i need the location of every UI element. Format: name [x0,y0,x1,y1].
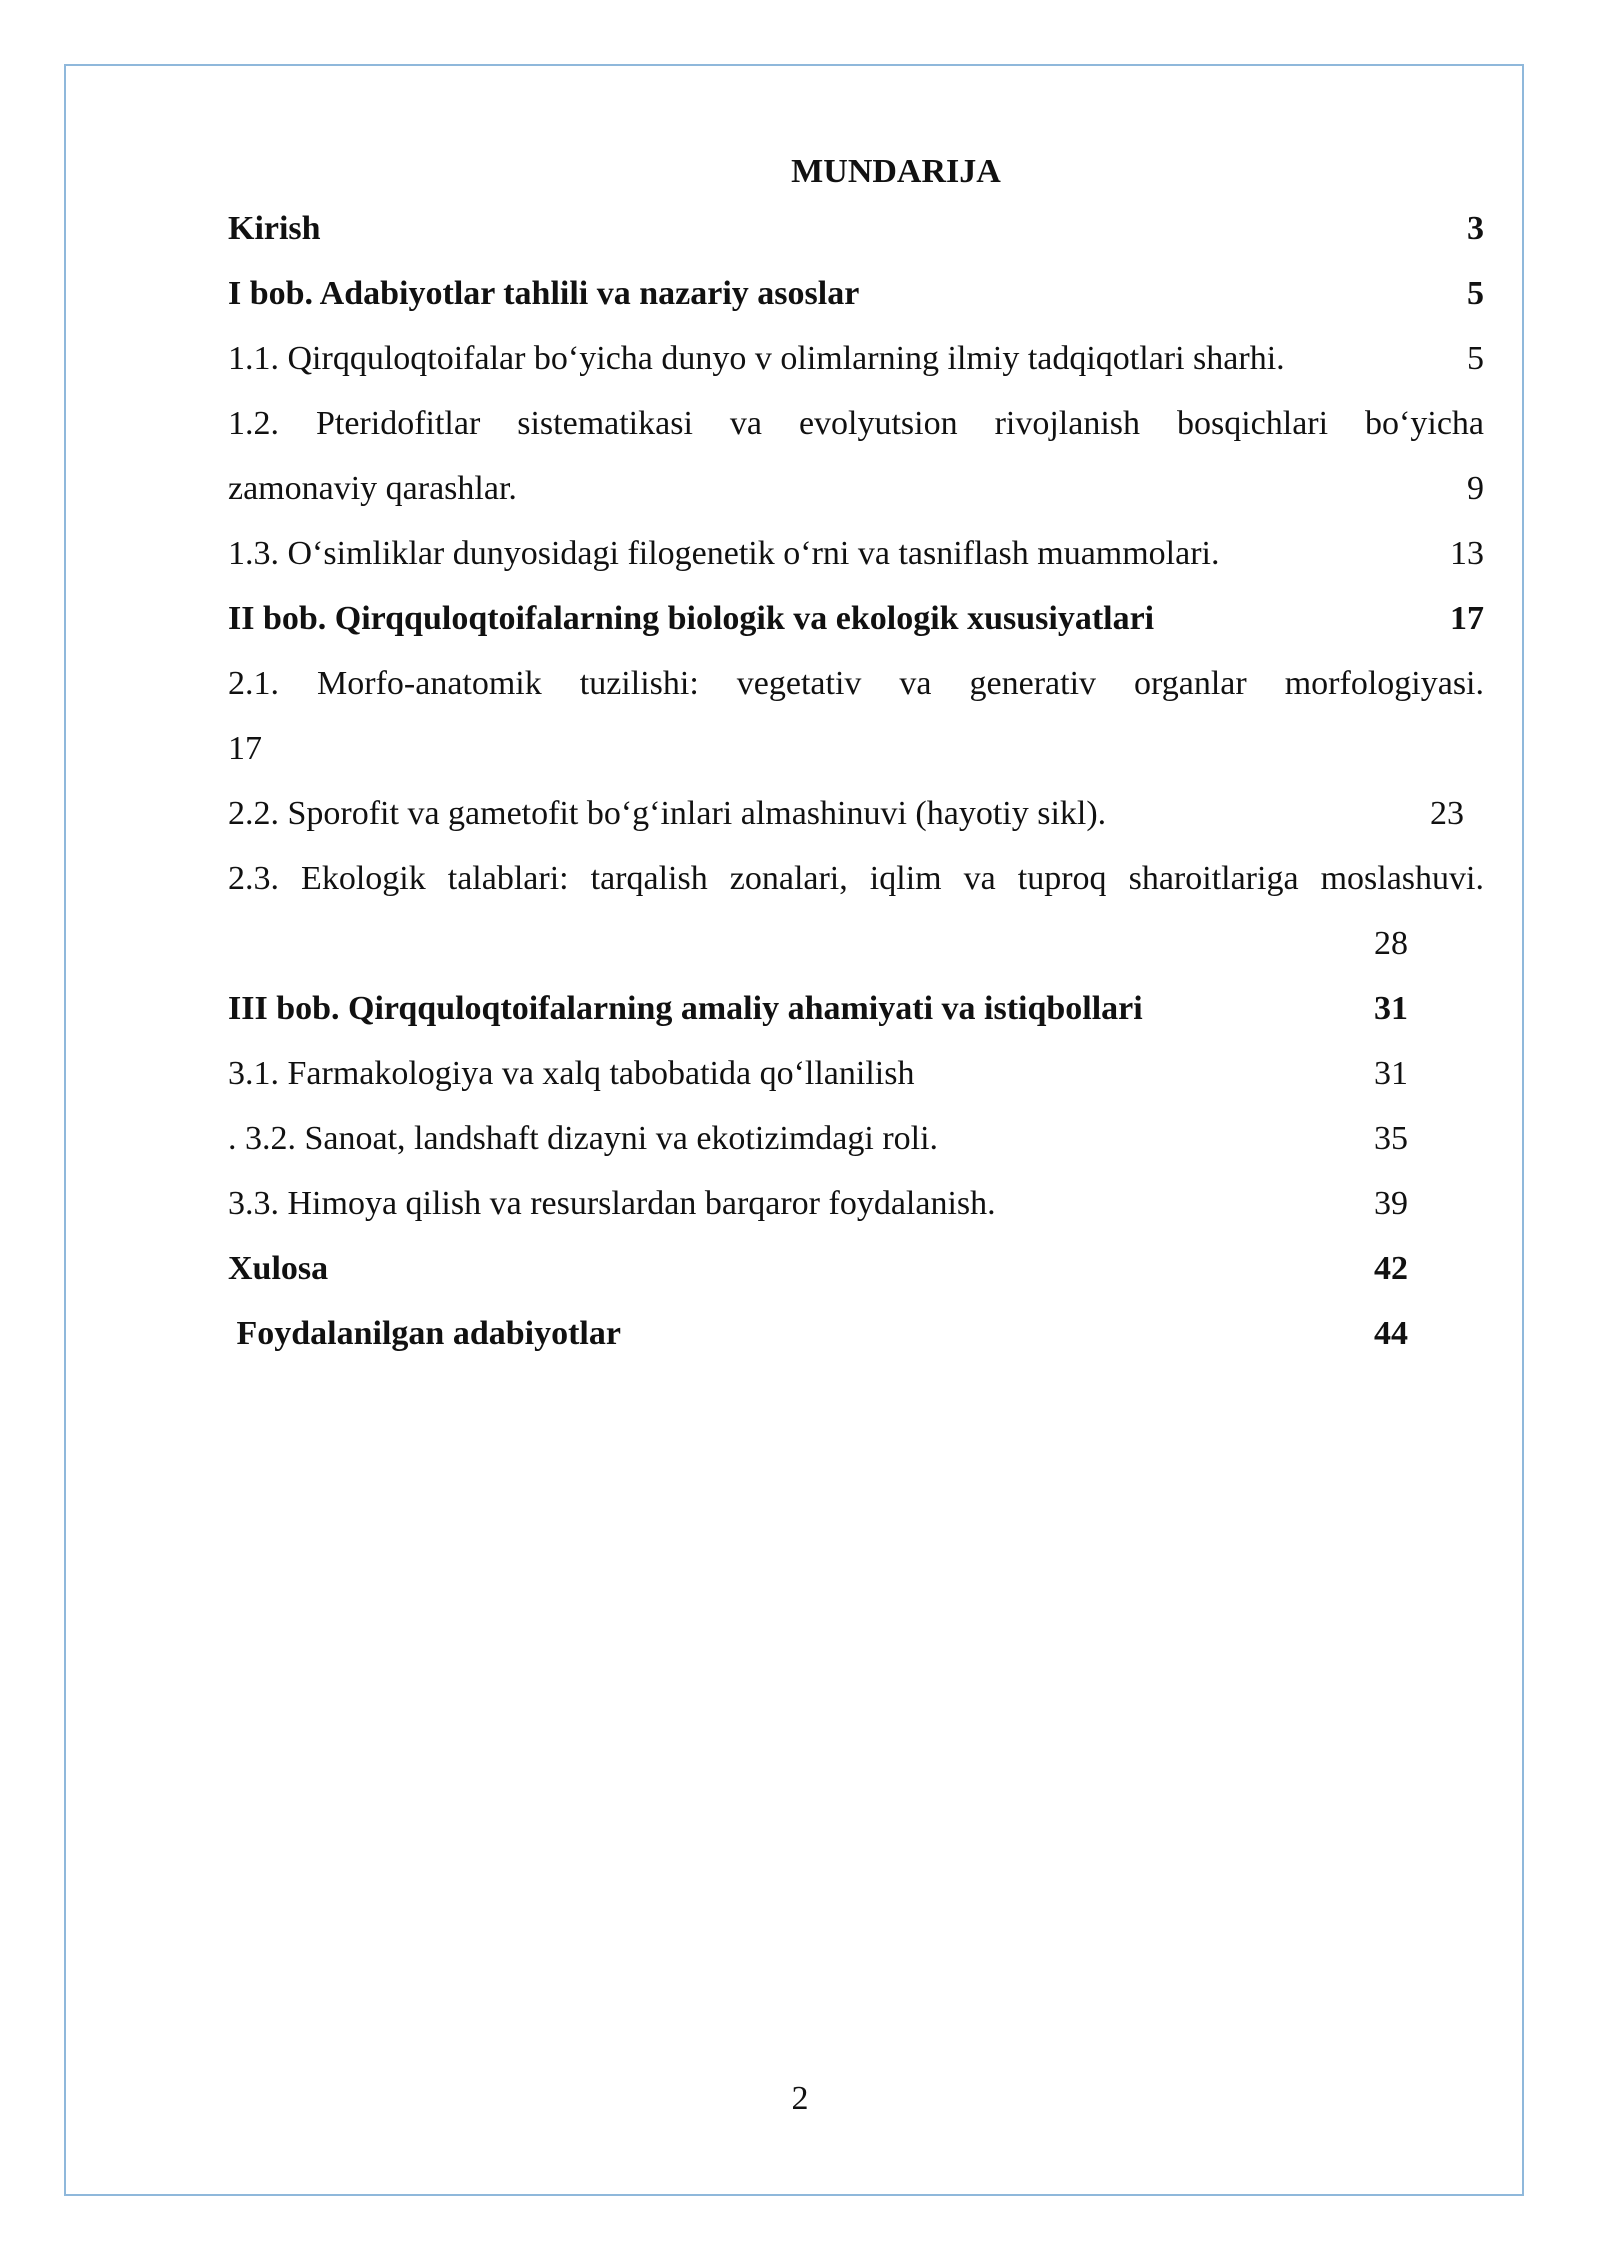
toc-entry-label: 2.3. Ekologik talablari: tarqalish zonalari, iqlim va tuproq sharoitlariga moslashuvi. [228,860,1484,897]
toc-entry-page: 13 [1450,535,1484,572]
toc-entry-label: II bob. Qirqquloqtoifalarning biologik va ekologik xususiyatlari [228,600,1155,637]
toc-entry-label-line-2: zamonaviy qarashlar. [228,470,517,507]
toc-entry-label: 2.1. Morfo-anatomik tuzilishi: vegetativ va generativ organlar morfologiyasi. [228,665,1484,702]
toc-entry-label: 1.3. O‘simliklar dunyosidagi filogenetik o‘rni va tasniflash muammolari. [228,535,1220,572]
toc-entry-section-3-1[interactable] [228,1041,1484,1106]
toc-entry-label: 1.1. Qirqquloqtoifalar bo‘yicha dunyo v olimlarning ilmiy tadqiqotlari sharhi. [228,340,1285,377]
toc-entry-chapter-1[interactable] [228,261,1484,326]
toc-entry-section-3-2[interactable] [228,1106,1484,1171]
toc-entry-label: 3.3. Himoya qilish va resurslardan barqaror foydalanish. [228,1185,996,1222]
toc-entry-page: 28 [1374,925,1408,962]
toc-entry-page: 17 [228,730,262,767]
toc-entry-section-2-2[interactable] [228,781,1484,846]
toc-entry-section-1-3[interactable] [228,521,1484,586]
toc-entry-section-2-1[interactable] [228,651,1484,716]
toc-entry-label: Kirish [228,210,321,247]
toc-entry-kirish[interactable] [228,196,1484,261]
toc-entry-section-2-1-page-line [228,716,1484,781]
toc-entry-label: III bob. Qirqquloqtoifalarning amaliy ahamiyati va istiqbollari [228,990,1143,1027]
toc-entry-page: 44 [1374,1315,1408,1352]
toc-entry-page: 31 [1374,1055,1408,1092]
toc-entry-section-1-1[interactable] [228,326,1484,391]
toc-entry-page: 5 [1467,275,1484,312]
toc-entry-label: 2.2. Sporofit va gametofit bo‘g‘inlari almashinuvi (hayotiy sikl). [228,795,1107,832]
toc-entry-adabiyotlar[interactable] [228,1301,1484,1366]
toc-entry-page: 23 [1430,795,1464,832]
toc-entry-label: . 3.2. Sanoat, landshaft dizayni va ekotizimdagi roli. [228,1120,939,1157]
toc-entry-page: 9 [1467,470,1484,507]
toc-entry-label: 3.1. Farmakologiya va xalq tabobatida qo‘llanilish [228,1055,915,1092]
toc-entry-section-3-3[interactable] [228,1171,1484,1236]
toc-entry-xulosa[interactable] [228,1236,1484,1301]
toc-entry-page: 3 [1467,210,1484,247]
toc-entry-label-line-1: 1.2. Pteridofitlar sistematikasi va evolyutsion rivojlanish bosqichlari bo‘yicha [228,405,1484,442]
page-number: 2 [791,2080,809,2117]
toc-entry-label: Xulosa [228,1250,329,1287]
toc-entry-page: 35 [1374,1120,1408,1157]
toc-entry-chapter-2[interactable] [228,586,1484,651]
toc-entry-page: 17 [1450,600,1484,637]
toc-entry-page: 42 [1374,1250,1408,1287]
toc-entry-label: Foydalanilgan adabiyotlar [228,1315,621,1352]
table-of-contents [228,148,1484,1366]
toc-title: MUNDARIJA [791,153,1001,190]
toc-entry-chapter-3[interactable] [228,976,1484,1041]
toc-entry-section-2-3[interactable] [228,846,1484,911]
toc-entry-section-2-3-page-line [228,911,1484,976]
toc-entry-page: 5 [1467,340,1484,377]
toc-entry-page: 31 [1374,990,1408,1027]
toc-entry-section-1-2[interactable] [228,391,1484,456]
toc-entry-section-1-2-continued[interactable] [228,456,1484,521]
toc-entry-page: 39 [1374,1185,1408,1222]
toc-entry-label: I bob. Adabiyotlar tahlili va nazariy asoslar [228,275,860,312]
